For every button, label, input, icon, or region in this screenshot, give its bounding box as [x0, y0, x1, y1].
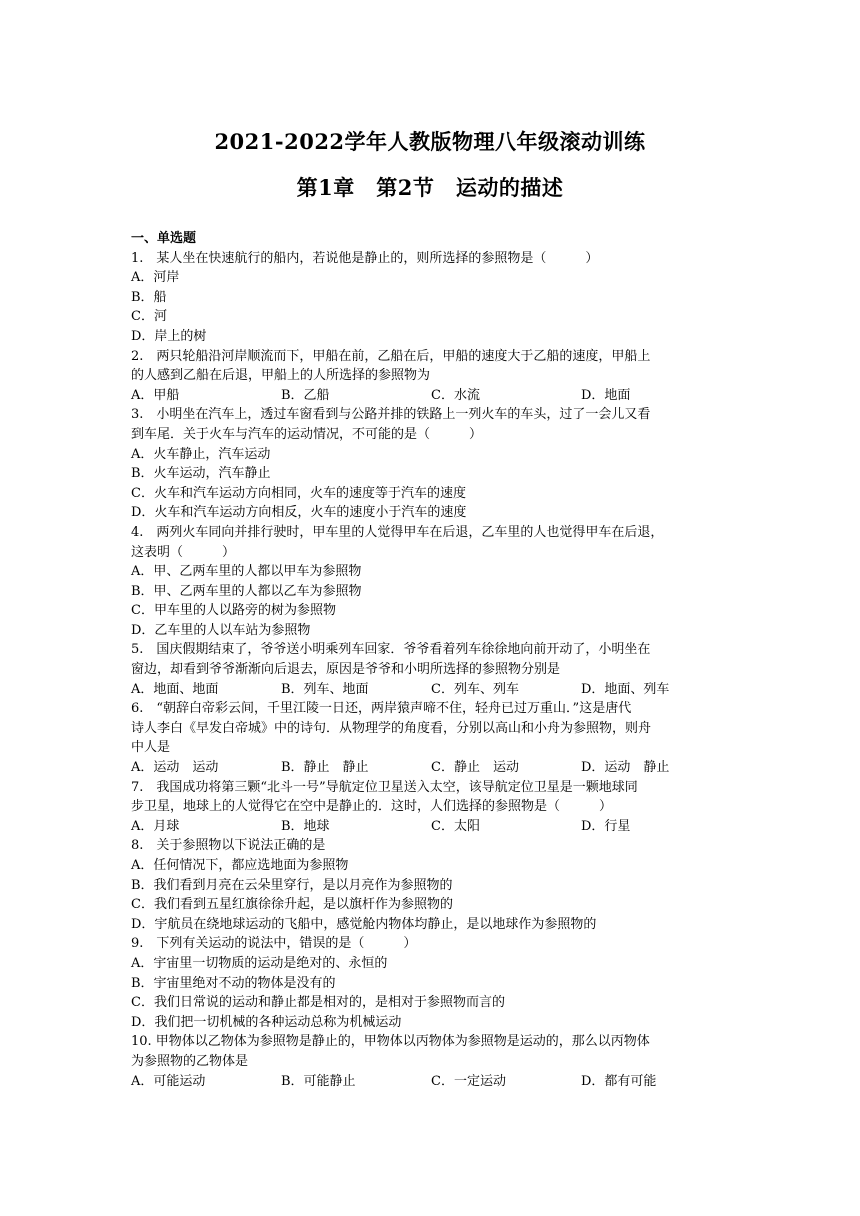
option-b: B．甲、乙两车里的人都以乙车为参照物	[131, 583, 362, 599]
question-text-line: 这表明（ ）	[131, 544, 236, 560]
option-c: C．水流	[431, 387, 480, 403]
question-7	[131, 778, 731, 837]
options-row	[131, 386, 731, 406]
option-a: A．任何情况下，都应选地面为参照物	[131, 858, 349, 873]
options-row	[131, 817, 731, 837]
section-heading: 一、单选题	[131, 231, 197, 246]
question-5	[131, 640, 731, 699]
option-d: D．宇航员在绕地球运动的飞船中，感觉舱内物体均静止，是以地球作为参照物的	[131, 916, 597, 932]
options-row	[131, 680, 731, 700]
question-text-line: 5. 国庆假期结束了，爷爷送小明乘列车回家．爷爷看着列车徐徐地向前开动了，小明坐在	[131, 642, 651, 658]
option-d: D．地面、列车	[581, 681, 670, 697]
option-d: D．运动 静止	[581, 760, 670, 776]
option-c: C．太阳	[431, 818, 480, 834]
question-list	[131, 229, 731, 1091]
question-text-line: 的人感到乙船在后退，甲船上的人所选择的参照物为	[131, 368, 431, 384]
option-a: A．可能运动	[131, 1073, 206, 1089]
option-d: D．行星	[581, 818, 631, 834]
question-text-line: 到车尾．关于火车与汽车的运动情况，不可能的是（ ）	[131, 426, 483, 442]
question-text-line: 为参照物的乙物体是	[131, 1053, 249, 1069]
question-4	[131, 523, 731, 641]
question-text-line: 2. 两只轮船沿河岸顺流而下，甲船在前，乙船在后，甲船的速度大于乙船的速度，甲船上	[131, 348, 651, 364]
option-b: B．乙船	[281, 387, 330, 403]
option-c: C．火车和汽车运动方向相同，火车的速度等于汽车的速度	[131, 485, 466, 501]
question-text-line: 9. 下列有关运动的说法中，错误的是（ ）	[131, 936, 417, 952]
option-a: A．甲、乙两车里的人都以甲车为参照物	[131, 564, 362, 580]
option-c: C．甲车里的人以路旁的树为参照物	[131, 603, 336, 619]
question-6	[131, 699, 731, 777]
question-8	[131, 836, 731, 934]
question-10	[131, 1032, 731, 1091]
option-b: B．宇宙里绝对不动的物体是没有的	[131, 975, 336, 991]
question-1	[131, 249, 731, 347]
option-a: A．宇宙里一切物质的运动是绝对的、永恒的	[131, 955, 388, 971]
question-text-line: 1. 某人坐在快速航行的船内，若说他是静止的，则所选择的参照物是（ ）	[131, 250, 599, 266]
option-b: B．列车、地面	[281, 681, 369, 697]
options-row	[131, 758, 731, 778]
option-b: B．我们看到月亮在云朵里穿行，是以月亮作为参照物的	[131, 877, 453, 893]
question-text-line: 3. 小明坐在汽车上，透过车窗看到与公路并排的铁路上一列火车的车头，过了一会儿又看	[131, 407, 651, 423]
option-d: D．乙车里的人以车站为参照物	[131, 622, 311, 638]
option-c: C．一定运动	[431, 1073, 506, 1089]
options-row	[131, 1072, 731, 1092]
option-c: C．河	[131, 309, 167, 325]
option-b: B．船	[131, 289, 167, 305]
option-d: D．我们把一切机械的各种运动总称为机械运动	[131, 1014, 402, 1030]
question-text-line: 中人是	[131, 740, 171, 756]
question-text-line: 步卫星，地球上的人觉得它在空中是静止的．这时，人们选择的参照物是（ ）	[131, 799, 613, 815]
question-text-line: 10. 甲物体以乙物体为参照物是静止的，甲物体以丙物体为参照物是运动的，那么以丙物体	[131, 1034, 650, 1050]
option-a: A．地面、地面	[131, 681, 219, 697]
question-text-line: 窗边，却看到爷爷渐渐向后退去，原因是爷爷和小明所选择的参照物分别是	[131, 662, 561, 678]
option-a: A．火车静止，汽车运动	[131, 446, 271, 462]
option-d: D．岸上的树	[131, 328, 207, 344]
option-a: A．运动 运动	[131, 760, 219, 776]
question-text-line: 4. 两列火车同向并排行驶时，甲车里的人觉得甲车在后退，乙车里的人也觉得甲车在后退，	[131, 524, 664, 540]
document-subtitle: 第1章 第2节 运动的描述	[296, 175, 564, 200]
option-b: B．可能静止	[281, 1073, 356, 1089]
option-a: A．河岸	[131, 270, 180, 286]
question-text-line: 8. 关于参照物以下说法正确的是	[131, 838, 326, 854]
option-a: A．甲船	[131, 387, 180, 403]
question-text-line: 6. “朝辞白帝彩云间，千里江陵一日还，两岸猿声啼不住，轻舟已过万重山．”这是唐代	[131, 701, 632, 717]
option-c: C．我们看到五星红旗徐徐升起，是以旗杆作为参照物的	[131, 897, 453, 913]
option-b: B．火车运动，汽车静止	[131, 466, 271, 482]
option-b: B．静止 静止	[281, 760, 369, 776]
option-d: D．都有可能	[581, 1073, 657, 1089]
question-2	[131, 347, 731, 406]
option-a: A．月球	[131, 818, 180, 834]
question-9	[131, 934, 731, 1032]
option-d: D．地面	[581, 387, 631, 403]
option-c: C．我们日常说的运动和静止都是相对的，是相对于参照物而言的	[131, 995, 505, 1011]
option-d: D．火车和汽车运动方向相反，火车的速度小于汽车的速度	[131, 505, 467, 521]
question-text-line: 诗人李白《早发白帝城》中的诗句．从物理学的角度看，分别以高山和小舟为参照物，则舟	[131, 720, 652, 736]
option-c: C．静止 运动	[431, 760, 519, 776]
question-3	[131, 405, 731, 523]
option-c: C．列车、列车	[431, 681, 519, 697]
option-b: B．地球	[281, 818, 330, 834]
document-title: 2021-2022学年人教版物理八年级滚动训练	[214, 129, 646, 154]
question-text-line: 7. 我国成功将第三颗“北斗一号”导航定位卫星送入太空，该导航定位卫星是一颗地球同	[131, 779, 638, 795]
